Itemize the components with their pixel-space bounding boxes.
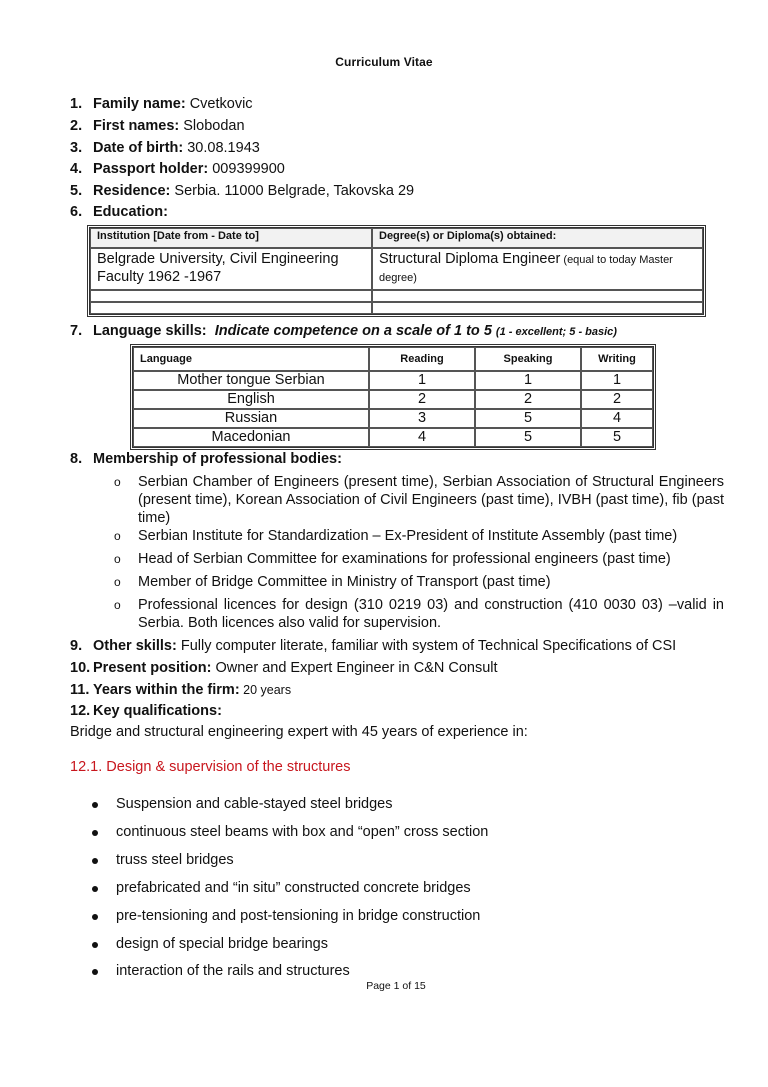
field-value: Owner and Expert Engineer in C&N Consult xyxy=(211,660,498,676)
field-other-skills xyxy=(70,637,676,655)
table-row xyxy=(133,371,653,390)
field-family-name xyxy=(70,95,253,113)
circle-bullet-icon: o xyxy=(114,475,121,489)
speaking-cell: 5 xyxy=(475,428,581,447)
bullet-text: design of special bridge bearings xyxy=(116,936,328,952)
field-key-qualifications xyxy=(70,702,222,720)
section-heading: 12.1. Design & supervision of the structures xyxy=(70,759,351,775)
field-label: Language skills: xyxy=(93,323,207,339)
item-number: 8. xyxy=(70,451,83,467)
bullet-text: continuous steel beams with box and “open” cross section xyxy=(116,824,489,840)
table-row xyxy=(133,409,653,428)
field-label: Years within the firm: xyxy=(93,682,240,698)
field-education xyxy=(70,203,168,221)
column-header: Institution [Date from - Date to] xyxy=(90,228,372,248)
bullet-text: prefabricated and “in situ” constructed concrete bridges xyxy=(116,880,471,896)
language-cell: English xyxy=(133,390,369,409)
circle-bullet-icon: o xyxy=(114,529,121,543)
bullet-text: pre-tensioning and post-tensioning in bridge construction xyxy=(116,908,481,924)
page-number: Page 1 of 15 xyxy=(366,980,426,992)
bullet-dot-icon xyxy=(92,858,98,864)
bullet-dot-icon xyxy=(92,969,98,975)
language-skills-heading xyxy=(70,322,617,341)
bullet-dot-icon xyxy=(92,830,98,836)
membership-text: Serbian Chamber of Engineers (present time), Serbian Association of Structural Engineers (present time), Korean Association of Civil Engineers (past time), IVBH (past time), fib (past time) xyxy=(138,474,724,526)
bullet-text: Suspension and cable-stayed steel bridges xyxy=(116,796,393,812)
language-cell: Mother tongue Serbian xyxy=(133,371,369,390)
column-header: Writing xyxy=(581,347,653,371)
membership-item xyxy=(114,550,724,568)
table-header-row xyxy=(90,228,703,248)
bullet-dot-icon xyxy=(92,802,98,808)
field-label: Present position: xyxy=(93,660,212,676)
membership-heading xyxy=(70,450,342,468)
writing-cell: 2 xyxy=(581,390,653,409)
field-label: Date of birth: xyxy=(93,140,184,156)
empty-cell xyxy=(90,290,372,302)
field-residence xyxy=(70,182,414,200)
circle-bullet-icon: o xyxy=(114,598,121,612)
membership-item xyxy=(114,573,724,591)
writing-cell: 1 xyxy=(581,371,653,390)
education-table xyxy=(87,225,706,317)
field-label: Passport holder: xyxy=(93,161,209,177)
degree-cell xyxy=(372,248,703,290)
field-value: Slobodan xyxy=(179,118,245,134)
membership-text: Member of Bridge Committee in Ministry of Transport (past time) xyxy=(138,574,551,590)
speaking-cell: 1 xyxy=(475,371,581,390)
bullet-dot-icon xyxy=(92,886,98,892)
field-value: 20 years xyxy=(239,683,292,697)
empty-cell xyxy=(90,302,372,314)
membership-text: Head of Serbian Committee for examinations for professional engineers (past time) xyxy=(138,551,671,567)
reading-cell: 2 xyxy=(369,390,475,409)
degree-note: (equal to today Master degree) xyxy=(379,254,673,284)
speaking-cell: 5 xyxy=(475,409,581,428)
field-passport-holder xyxy=(70,160,285,178)
membership-item xyxy=(114,473,724,527)
language-table xyxy=(130,344,656,450)
bullet-dot-icon xyxy=(92,914,98,920)
empty-cell xyxy=(372,290,703,302)
membership-item xyxy=(114,527,724,545)
column-header: Language xyxy=(133,347,369,371)
language-instruction: Indicate competence on a scale of 1 to 5 xyxy=(214,323,492,339)
field-date-of-birth xyxy=(70,139,260,157)
column-header: Reading xyxy=(369,347,475,371)
field-value: 30.08.1943 xyxy=(183,140,260,156)
item-number: 10. xyxy=(70,660,91,676)
empty-cell xyxy=(372,302,703,314)
writing-cell: 5 xyxy=(581,428,653,447)
language-cell: Macedonian xyxy=(133,428,369,447)
degree-text: Structural Diploma Engineer xyxy=(379,251,561,267)
reading-cell: 1 xyxy=(369,371,475,390)
speaking-cell: 2 xyxy=(475,390,581,409)
item-number: 1. xyxy=(70,96,83,112)
field-label: Family name: xyxy=(93,96,186,112)
language-cell: Russian xyxy=(133,409,369,428)
item-number: 4. xyxy=(70,161,83,177)
field-label: First names: xyxy=(93,118,180,134)
field-present-position xyxy=(70,659,498,677)
bullet-text: truss steel bridges xyxy=(116,852,234,868)
qualifications-intro: Bridge and structural engineering expert with 45 years of experience in: xyxy=(70,724,528,740)
item-number: 2. xyxy=(70,118,83,134)
document-title: Curriculum Vitae xyxy=(335,55,433,69)
table-row-empty xyxy=(90,290,703,302)
field-label: Residence: xyxy=(93,183,171,199)
field-value: 009399900 xyxy=(208,161,285,177)
language-scale-note: (1 - excellent; 5 - basic) xyxy=(495,326,617,338)
reading-cell: 3 xyxy=(369,409,475,428)
field-years-within-firm xyxy=(70,681,291,699)
item-number: 5. xyxy=(70,183,83,199)
institution-cell: Belgrade University, Civil Engineering Faculty 1962 -1967 xyxy=(90,248,372,290)
table-row xyxy=(133,390,653,409)
item-number: 11. xyxy=(70,682,90,698)
table-row xyxy=(90,248,703,290)
bullet-dot-icon xyxy=(92,942,98,948)
field-label: Other skills: xyxy=(93,638,177,654)
table-row xyxy=(133,428,653,447)
membership-text: Professional licences for design (310 0219 03) and construction (410 0030 03) –valid in Serbia. Both licences also valid for supervision. xyxy=(138,597,724,631)
column-header: Speaking xyxy=(475,347,581,371)
item-number: 12. xyxy=(70,703,91,719)
field-value: Fully computer literate, familiar with system of Technical Specifications of CSI xyxy=(176,638,677,654)
field-label: Membership of professional bodies: xyxy=(93,451,342,467)
reading-cell: 4 xyxy=(369,428,475,447)
membership-text: Serbian Institute for Standardization – Ex-President of Institute Assembly (past time) xyxy=(138,528,678,544)
bullet-text: interaction of the rails and structures xyxy=(116,963,350,979)
membership-item xyxy=(114,596,724,632)
item-number: 3. xyxy=(70,140,83,156)
item-number: 9. xyxy=(70,638,83,654)
field-value: Serbia. 11000 Belgrade, Takovska 29 xyxy=(170,183,415,199)
field-first-names xyxy=(70,117,245,135)
column-header: Degree(s) or Diploma(s) obtained: xyxy=(372,228,703,248)
writing-cell: 4 xyxy=(581,409,653,428)
table-row-empty xyxy=(90,302,703,314)
field-label: Education: xyxy=(93,204,168,220)
item-number: 7. xyxy=(70,323,83,339)
circle-bullet-icon: o xyxy=(114,575,121,589)
field-value: Cvetkovic xyxy=(185,96,253,112)
item-number: 6. xyxy=(70,204,83,220)
field-label: Key qualifications: xyxy=(93,703,222,719)
table-header-row xyxy=(133,347,653,371)
circle-bullet-icon: o xyxy=(114,552,121,566)
